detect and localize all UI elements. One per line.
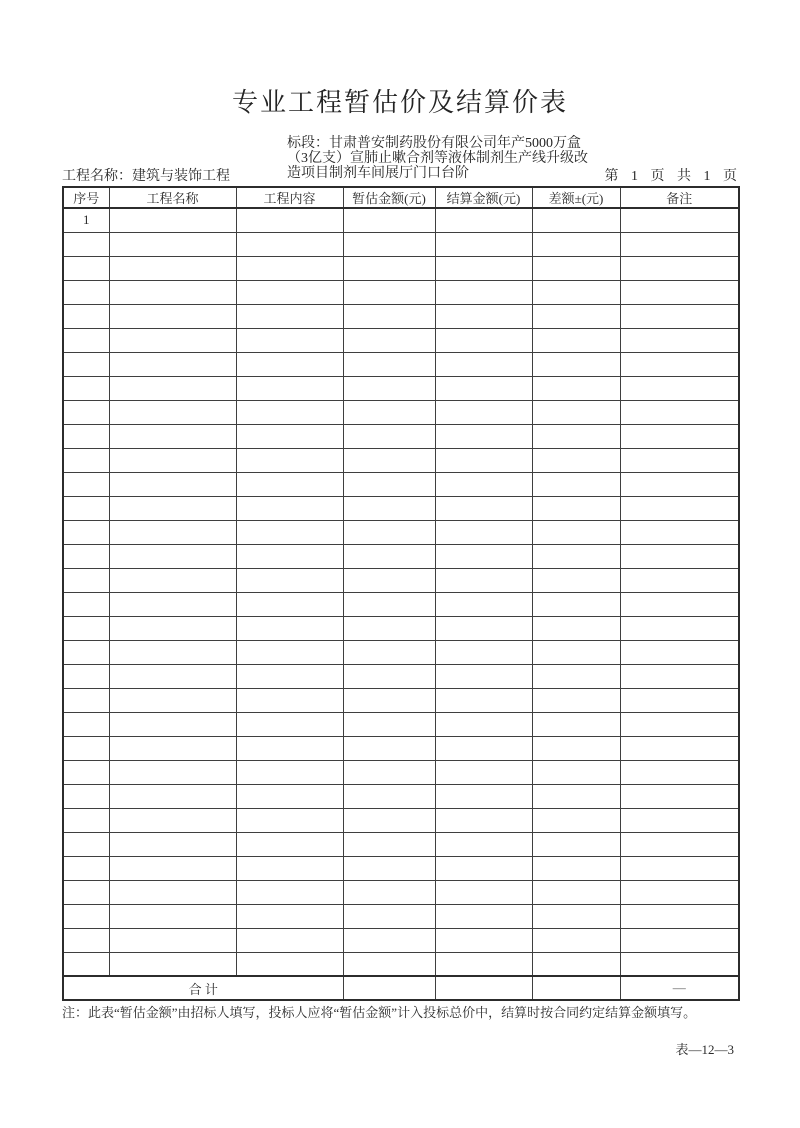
table-cell [63,712,109,736]
table-cell [620,760,739,784]
table-cell [109,328,236,352]
table-cell [532,688,620,712]
table-cell [620,280,739,304]
table-cell [435,448,532,472]
table-cell [63,784,109,808]
total-row [63,976,739,1000]
table-cell [343,400,435,424]
table-cell [343,256,435,280]
table-row [63,280,739,304]
table-cell [435,400,532,424]
table-cell [620,568,739,592]
table-cell [620,952,739,976]
table-cell [532,400,620,424]
table-cell [63,688,109,712]
table-cell [435,952,532,976]
table-cell [236,904,343,928]
table-cell [435,664,532,688]
table-row [63,616,739,640]
table-cell [343,520,435,544]
table-cell [532,280,620,304]
table-cell [109,616,236,640]
table-cell [620,928,739,952]
table-cell [236,616,343,640]
table-row [63,352,739,376]
table-cell [620,832,739,856]
table-cell [435,472,532,496]
table-cell [435,352,532,376]
table-cell [532,352,620,376]
table-row [63,304,739,328]
total-remark-cell: — [620,976,739,1000]
table-cell [63,736,109,760]
table-cell [532,808,620,832]
table-cell [532,592,620,616]
table-cell [435,208,532,232]
table-cell [620,400,739,424]
table-cell [435,856,532,880]
table-cell [532,568,620,592]
table-cell [620,904,739,928]
table-row [63,424,739,448]
col-header-settlement-amount: 结算金额(元) [435,187,532,208]
table-cell [435,592,532,616]
table-row [63,208,739,232]
col-header-difference: 差额±(元) [532,187,620,208]
table-cell [109,256,236,280]
table-cell [435,304,532,328]
table-cell [109,544,236,568]
table-cell [109,640,236,664]
table-cell [343,616,435,640]
table-cell [343,280,435,304]
table-row [63,376,739,400]
table-cell [435,808,532,832]
table-cell [343,856,435,880]
table-cell [236,688,343,712]
table-cell [109,664,236,688]
form-code: 表—12—3 [675,1042,734,1057]
table-cell [343,544,435,568]
table-row [63,856,739,880]
table-cell [109,280,236,304]
page-title: 专业工程暂估价及结算价表 [231,88,568,117]
table-cell [109,952,236,976]
table-cell [343,232,435,256]
table-cell [236,664,343,688]
table-cell [343,688,435,712]
table-cell [63,832,109,856]
table-cell [63,664,109,688]
table-cell [343,304,435,328]
table-cell [343,328,435,352]
table-cell [532,232,620,256]
table-cell [435,328,532,352]
table-cell [620,856,739,880]
table-cell [109,304,236,328]
bid-section-info [287,136,588,181]
table-cell [532,256,620,280]
table-cell [532,208,620,232]
table-row [63,400,739,424]
table-cell [435,232,532,256]
table-cell [63,400,109,424]
table-cell [620,328,739,352]
table-cell [109,688,236,712]
table-cell [343,880,435,904]
table-cell [343,736,435,760]
table-row [63,832,739,856]
table-cell [343,832,435,856]
col-header-remark: 备注 [620,187,739,208]
table-cell [343,952,435,976]
table-cell [109,736,236,760]
bid-line-2: （3亿支）宣肺止嗽合剂等液体制剂生产线升级改 [287,151,588,166]
table-cell [236,232,343,256]
table-cell [63,640,109,664]
table-cell [435,376,532,400]
table-cell [236,520,343,544]
table-cell [236,928,343,952]
table-cell [532,712,620,736]
table-cell [532,448,620,472]
table-row [63,736,739,760]
table-cell [620,664,739,688]
table-cell [620,784,739,808]
table-cell [236,760,343,784]
table-cell [532,784,620,808]
table-cell [435,616,532,640]
table-cell [343,568,435,592]
table-cell [63,304,109,328]
table-row [63,232,739,256]
table-header [63,187,739,208]
table-cell [63,928,109,952]
table-cell [435,280,532,304]
table-cell [63,592,109,616]
table-cell [435,880,532,904]
table-row [63,952,739,976]
table-cell [435,928,532,952]
table-cell [109,520,236,544]
table-cell [435,544,532,568]
table-cell [620,544,739,568]
table-cell [532,520,620,544]
table-row [63,448,739,472]
table-cell [236,856,343,880]
table-cell [109,376,236,400]
table-cell [236,448,343,472]
table-cell [236,400,343,424]
table-cell [109,352,236,376]
table-cell [109,712,236,736]
table-row [63,640,739,664]
table-row [63,328,739,352]
table-row [63,784,739,808]
bid-line-1: 标段：甘肃普安制药股份有限公司年产5000万盒 [287,136,581,151]
table-cell [109,832,236,856]
table-cell [236,832,343,856]
table-row [63,568,739,592]
table-cell [343,208,435,232]
table-cell [236,208,343,232]
total-provisional-cell [343,976,435,1000]
table-row [63,496,739,520]
table-row [63,688,739,712]
table-cell [532,496,620,520]
table-cell [63,616,109,640]
table-cell [109,808,236,832]
table-cell [63,904,109,928]
table-cell [343,664,435,688]
table-cell [532,736,620,760]
table-cell [109,568,236,592]
footnote: 注：此表“暂估金额”由招标人填写，投标人应将“暂估金额”计入投标总价中，结算时按合同约定结算金额填写。 [62,1005,697,1020]
table-cell [532,664,620,688]
table-cell [236,592,343,616]
table-cell [109,232,236,256]
table-cell [620,472,739,496]
table-cell: 1 [63,208,109,232]
table-cell [63,568,109,592]
table-cell [620,592,739,616]
table-row [63,664,739,688]
col-header-seq: 序号 [63,187,109,208]
total-label: 合 计 [63,976,343,1000]
table-cell [109,856,236,880]
table-cell [236,880,343,904]
table-cell [435,736,532,760]
table-cell [236,568,343,592]
table-cell [435,424,532,448]
table-cell [63,544,109,568]
table-cell [109,472,236,496]
table-cell [63,472,109,496]
table-body [63,208,739,976]
table-cell [532,904,620,928]
table-cell [63,520,109,544]
table-cell [532,640,620,664]
table-cell [620,640,739,664]
table-cell [343,448,435,472]
table-cell [435,568,532,592]
table-cell [620,232,739,256]
table-cell [63,256,109,280]
table-cell [343,760,435,784]
table-cell [109,496,236,520]
table-cell [236,952,343,976]
table-cell [532,760,620,784]
page-number-info: 第 1 页 共 1 页 [604,169,737,184]
table-cell [435,256,532,280]
table-cell [532,880,620,904]
table-cell [532,856,620,880]
table-row [63,592,739,616]
table-row [63,808,739,832]
table-cell [109,880,236,904]
table-cell [532,472,620,496]
table-cell [343,424,435,448]
table-cell [236,544,343,568]
table-cell [109,904,236,928]
table-cell [236,472,343,496]
project-name: 工程名称：建筑与装饰工程 [62,169,230,184]
table-cell [620,712,739,736]
table-cell [532,424,620,448]
table-cell [63,952,109,976]
table-cell [236,808,343,832]
table-cell [109,592,236,616]
table-cell [63,448,109,472]
table-cell [63,496,109,520]
table-cell [620,736,739,760]
table-cell [620,616,739,640]
table-cell [63,280,109,304]
table-row [63,256,739,280]
table-cell [109,928,236,952]
table-cell [236,712,343,736]
table-cell [236,256,343,280]
table-cell [236,352,343,376]
total-settlement-cell [435,976,532,1000]
table-cell [109,424,236,448]
total-difference-cell [532,976,620,1000]
table-cell [236,328,343,352]
table-cell [532,928,620,952]
table-cell [109,760,236,784]
table-cell [532,952,620,976]
table-cell [236,280,343,304]
table-cell [435,688,532,712]
table-cell [435,520,532,544]
table-cell [343,376,435,400]
table-row [63,472,739,496]
table-cell [236,784,343,808]
table-cell [343,352,435,376]
table-cell [620,256,739,280]
bid-line-3: 造项目制剂车间展厅门口台阶 [287,166,469,181]
table-cell [620,808,739,832]
table-cell [236,304,343,328]
col-header-provisional-amount: 暂估金额(元) [343,187,435,208]
table-row [63,760,739,784]
table-cell [620,688,739,712]
table-cell [236,376,343,400]
table-cell [532,328,620,352]
table-row [63,520,739,544]
table-cell [532,616,620,640]
table-cell [63,856,109,880]
table-cell [343,712,435,736]
table-cell [63,352,109,376]
table-cell [343,784,435,808]
table-cell [109,784,236,808]
table-cell [63,424,109,448]
table-cell [435,904,532,928]
table-cell [620,448,739,472]
table-cell [435,496,532,520]
table-cell [532,832,620,856]
table-cell [63,880,109,904]
table-cell [435,784,532,808]
header-row [63,187,739,208]
col-header-project-name: 工程名称 [109,187,236,208]
table-cell [532,544,620,568]
table-cell [620,424,739,448]
table-cell [63,808,109,832]
table-cell [63,232,109,256]
col-header-work-content: 工程内容 [236,187,343,208]
table-cell [620,520,739,544]
provisional-price-table [62,186,740,1001]
table-cell [532,304,620,328]
table-cell [620,376,739,400]
table-cell [109,400,236,424]
table-cell [109,208,236,232]
table-cell [435,832,532,856]
table-cell [343,904,435,928]
table-cell [343,640,435,664]
table-cell [63,328,109,352]
table-cell [620,496,739,520]
table-row [63,904,739,928]
table-cell [532,376,620,400]
table-cell [236,424,343,448]
table-cell [620,208,739,232]
table-cell [236,496,343,520]
table-cell [343,592,435,616]
table-cell [63,376,109,400]
table-cell [343,808,435,832]
table-cell [63,760,109,784]
table-cell [109,448,236,472]
table-cell [236,736,343,760]
table-cell [620,880,739,904]
table-row [63,880,739,904]
table-row [63,544,739,568]
table-cell [343,496,435,520]
table-row [63,712,739,736]
table-cell [435,640,532,664]
table-cell [620,304,739,328]
table-cell [620,352,739,376]
table-cell [435,712,532,736]
table-cell [343,928,435,952]
table-cell [435,760,532,784]
table-cell [236,640,343,664]
table-row [63,928,739,952]
table-cell [343,472,435,496]
